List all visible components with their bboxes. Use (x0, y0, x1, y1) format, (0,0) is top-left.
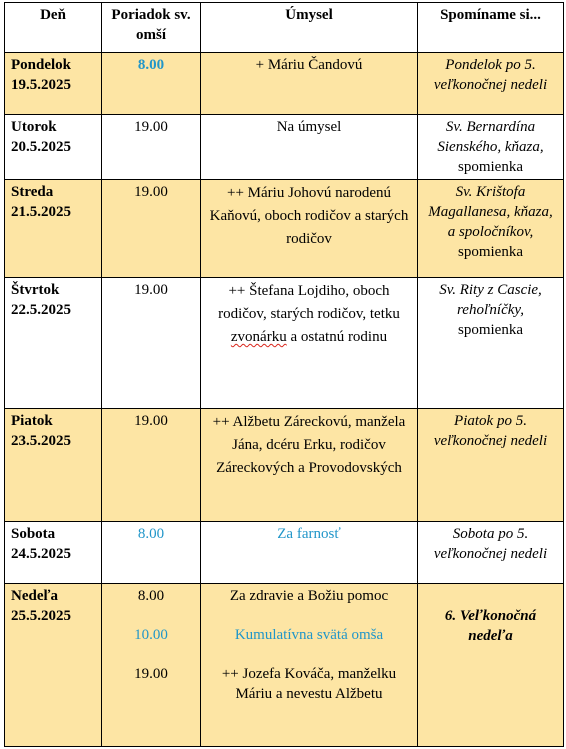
intention-text: Na úmysel (276, 119, 342, 135)
mass-time: 8.00 (137, 526, 165, 542)
table-row (5, 584, 564, 747)
mass-time: 10.00 (134, 627, 168, 643)
memorial-text: 6. Veľkonočná nedeľa (444, 608, 537, 644)
intention-cell (201, 115, 418, 180)
day-cell (5, 115, 102, 180)
day-name: Sobota (11, 526, 56, 542)
intention-cell (201, 409, 418, 522)
memorial-suffix: spomienka (458, 322, 523, 338)
intention-cell (201, 53, 418, 115)
intention-cell (201, 584, 418, 747)
memorial-text: Piatok po 5. veľkonočnej nedeli (433, 413, 548, 449)
day-name: Pondelok (11, 57, 72, 73)
memorial-cell (418, 278, 564, 409)
table-row (5, 409, 564, 522)
intention-text: + Máriu Čandovú (255, 57, 363, 73)
intention-cell (201, 180, 418, 278)
header-time: Poriadok sv. omší (102, 3, 201, 53)
spellcheck-flagged-word: zvonárku (230, 329, 287, 345)
memorial-suffix: spomienka (458, 244, 523, 260)
day-cell (5, 180, 102, 278)
memorial-cell (418, 584, 564, 747)
table-row (5, 278, 564, 409)
memorial-text: Sobota po 5. veľkonočnej nedeli (433, 526, 548, 562)
time-cell (102, 522, 201, 584)
time-cell (102, 278, 201, 409)
intention-text: Za farnosť (277, 526, 341, 542)
time-cell (102, 115, 201, 180)
mass-time: 19.00 (134, 119, 168, 135)
header-intention: Úmysel (201, 3, 418, 53)
day-date: 20.5.2025 (11, 139, 71, 155)
day-cell (5, 409, 102, 522)
intention-text: ++ Jozefa Kováča, manželku Máriu a nevestu Alžbetu (221, 666, 397, 702)
day-date: 21.5.2025 (11, 204, 71, 220)
day-date: 22.5.2025 (11, 302, 71, 318)
day-name: Utorok (11, 119, 57, 135)
mass-time: 8.00 (137, 588, 165, 604)
memorial-cell (418, 180, 564, 278)
table-row (5, 180, 564, 278)
day-name: Streda (11, 184, 54, 200)
memorial-text: Sv. Bernardína Sienského, kňaza, (437, 119, 544, 155)
memorial-cell (418, 409, 564, 522)
memorial-text: Sv. Rity z Cascie, rehoľníčky, (439, 282, 542, 318)
day-date: 19.5.2025 (11, 77, 71, 93)
mass-schedule-table (4, 2, 564, 747)
time-cell (102, 180, 201, 278)
memorial-text: Sv. Krištofa Magallanesa, kňaza, a spoločníkov, (428, 184, 553, 240)
intention-text: ++ Alžbetu Záreckovú, manžela Jána, dcéru Erku, rodičov Záreckových a Provodovských (212, 414, 406, 476)
time-cell (102, 53, 201, 115)
day-name: Štvrtok (11, 282, 60, 298)
intention-text: Kumulatívna svätá omša (234, 627, 384, 643)
header-memorial: Spomíname si... (418, 3, 564, 53)
intention-text-end: a ostatnú rodinu (286, 329, 388, 345)
time-cell (102, 409, 201, 522)
day-date: 25.5.2025 (11, 608, 71, 624)
memorial-cell (418, 115, 564, 180)
intention-text: Za zdravie a Božiu pomoc (229, 588, 389, 604)
time-cell (102, 584, 201, 747)
day-date: 23.5.2025 (11, 433, 71, 449)
intention-text: ++ Štefana Lojdiho, oboch rodičov, starých rodičov, tetku (218, 283, 400, 322)
mass-time: 19.00 (134, 184, 168, 200)
day-date: 24.5.2025 (11, 546, 71, 562)
intention-text: ++ Máriu Johovú narodenú Kaňovú, oboch rodičov a starých rodičov (209, 185, 409, 247)
day-cell (5, 278, 102, 409)
intention-cell (201, 522, 418, 584)
memorial-cell (418, 522, 564, 584)
table-row (5, 522, 564, 584)
header-day: Deň (5, 3, 102, 53)
table-row (5, 53, 564, 115)
memorial-suffix: spomienka (458, 159, 523, 175)
mass-time: 19.00 (134, 666, 168, 682)
intention-cell (201, 278, 418, 409)
mass-time: 19.00 (134, 282, 168, 298)
table-row (5, 115, 564, 180)
memorial-text: Pondelok po 5. veľkonočnej nedeli (433, 57, 548, 93)
day-name: Nedeľa (11, 588, 59, 604)
mass-time: 19.00 (134, 413, 168, 429)
day-cell (5, 522, 102, 584)
memorial-cell (418, 53, 564, 115)
day-cell (5, 53, 102, 115)
day-name: Piatok (11, 413, 53, 429)
day-cell (5, 584, 102, 747)
mass-time: 8.00 (137, 57, 165, 73)
header-row (5, 3, 564, 53)
